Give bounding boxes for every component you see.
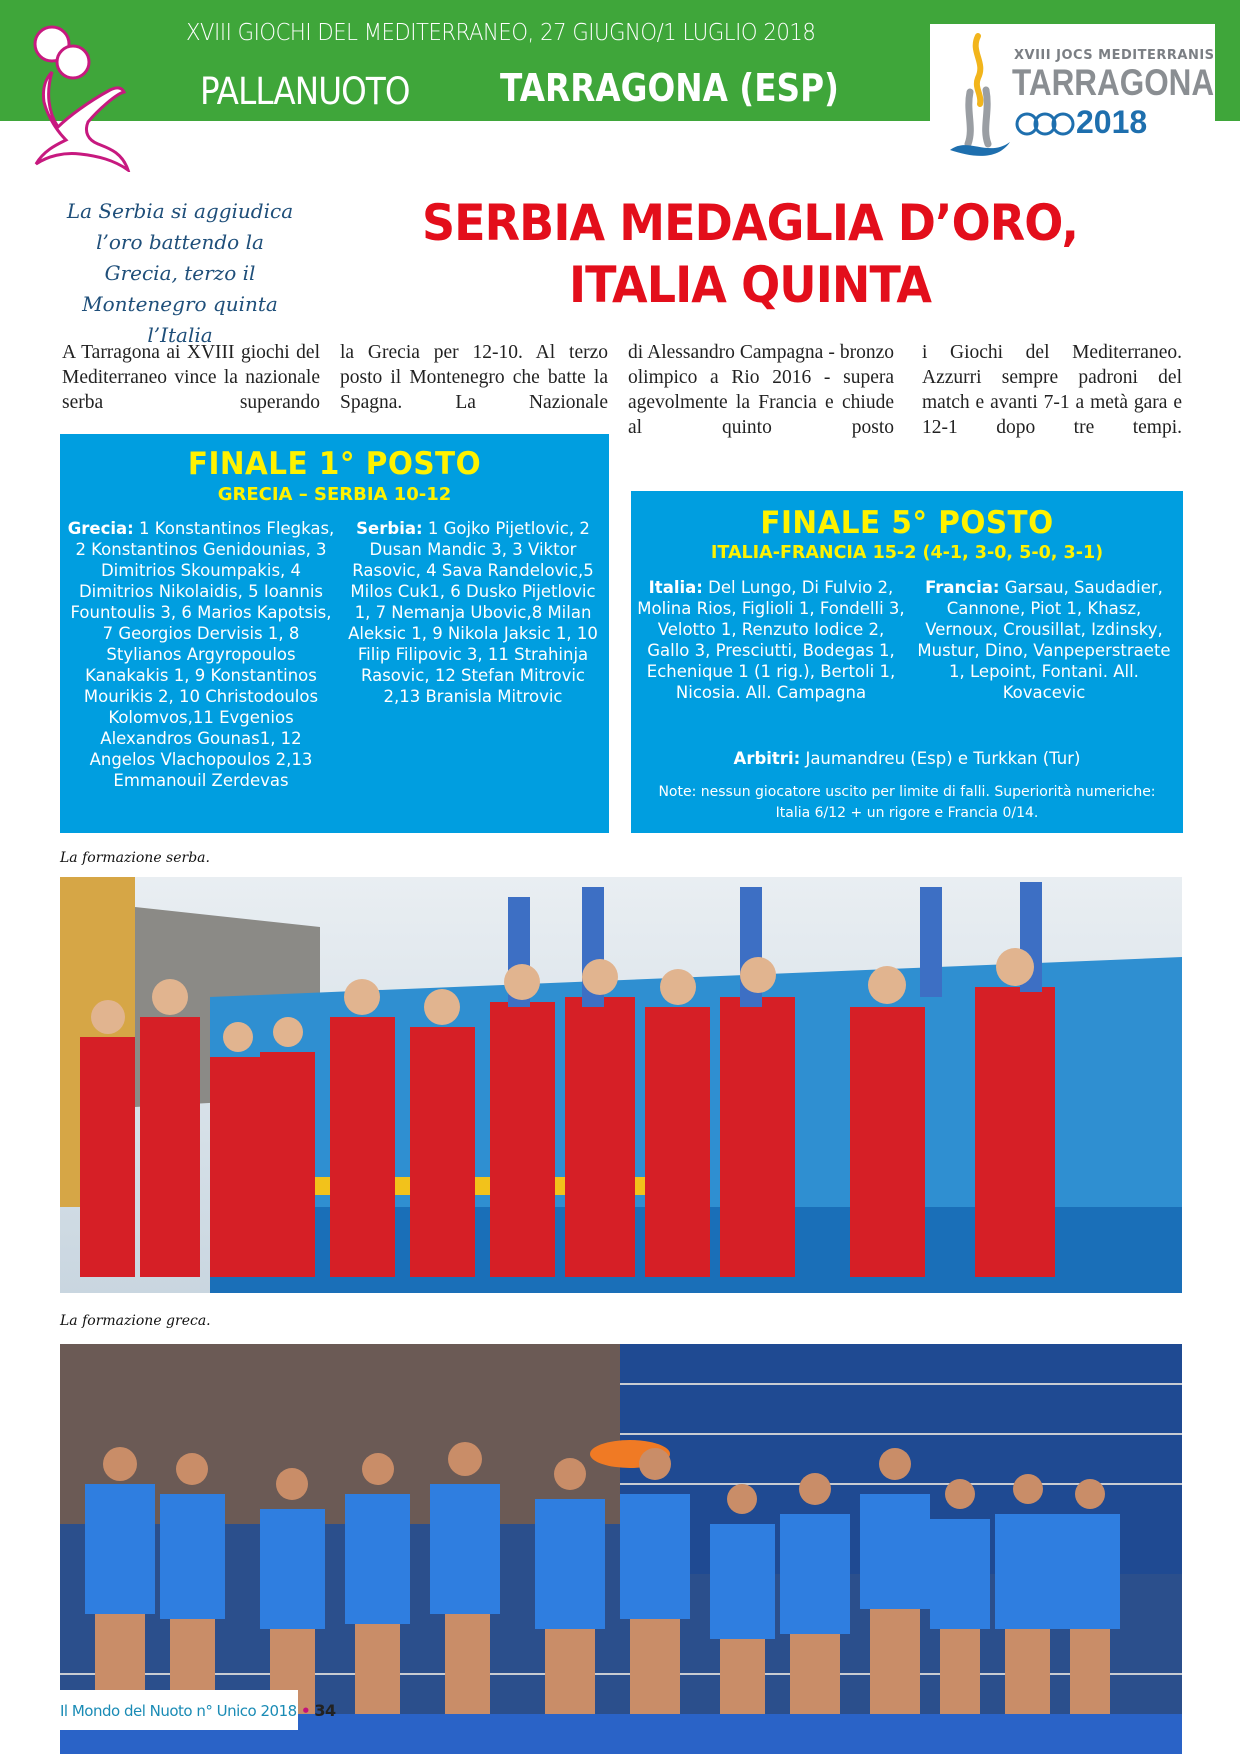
serbian-team-photo	[60, 877, 1182, 1293]
article-column-2: la Grecia per 12-10. Al terzo posto il Montenegro che batte la Spagna. La Nazionale	[340, 342, 608, 413]
team-label: Italia:	[648, 578, 703, 597]
referees-label: Arbitri:	[733, 749, 801, 768]
games-logo-year: 2018	[1076, 104, 1148, 140]
flame-icon	[948, 32, 1012, 160]
roster-serbia	[342, 518, 604, 707]
water-polo-player-icon	[18, 22, 133, 172]
page-number: 34	[314, 1701, 336, 1720]
article-column-1: A Tarragona ai XVIII giochi del Mediterraneo vince la nazionale serba superando	[62, 342, 320, 413]
referees	[631, 749, 1183, 768]
photo-caption: La formazione serba.	[60, 850, 210, 866]
article-title-line2: ITALIA QUINTA	[568, 256, 932, 314]
games-logo	[944, 26, 1215, 166]
team-label: Serbia:	[356, 519, 423, 538]
sport-name: PALLANUOTO	[200, 70, 410, 113]
referees-names: Jaumandreu (Esp) e Turkkan (Tur)	[805, 749, 1081, 768]
roster-italy	[637, 577, 905, 703]
box-title: FINALE 5° POSTO	[760, 505, 1054, 541]
team-players: 1 Konstantinos Flegkas, 2 Konstantinos Genidounias, 3 Dimitrios Skoumpakis, 4 Dimitrios Nikolaidis, 5 Ioannis Fountoulis 3, 6 Marios Kapotsis, 7 Georgios Dervisis 1, 8 Stylianos Argyropoulos Kanakakis 1, 9 Konstantinos Mourikis 2, 10 Christodoulos Kolomvos,11 Evgenios Alexandros Gounas1, 12 Angelos Vlachopoulos 2,13 Emmanouil Zerdevas	[70, 519, 335, 790]
venue-name: TARRAGONA (ESP)	[500, 66, 839, 110]
team-label: Francia:	[925, 578, 1000, 597]
footer-separator: •	[300, 1702, 311, 1720]
event-line: XVIII GIOCHI DEL MEDITERRANEO, 27 GIUGNO/1 LUGLIO 2018	[186, 20, 816, 46]
article-title-line1: SERBIA MEDAGLIA D’ORO,	[421, 194, 1079, 252]
box-title: FINALE 1° POSTO	[187, 446, 482, 482]
header-band-edge	[1215, 0, 1240, 121]
roster-greece	[66, 518, 336, 791]
roster-france	[911, 577, 1177, 703]
team-players: 1 Gojko Pijetlovic, 2 Dusan Mandic 3, 3 Viktor Rasovic, 4 Sava Randelovic,5 Milos Cuk1, 6 Dusko Pijetlovic 1, 7 Nemanja Ubovic,8 Milan Aleksic 1, 9 Nikola Jaksic 1, 10 Filip Filipovic 3, 11 Strahinja Rasovic, 12 Stefan Mitrovic 2,13 Branisla Mitrovic	[348, 519, 598, 706]
header-band-right	[930, 0, 1240, 24]
article-title	[336, 192, 1164, 316]
games-logo-line1: XVIII JOCS MEDITERRANIS	[1014, 48, 1215, 63]
match-score: ITALIA-FRANCIA 15-2 (4-1, 3-0, 5-0, 3-1)	[710, 543, 1104, 563]
publication-name: Il Mondo del Nuoto n° Unico 2018	[60, 1702, 297, 1720]
match-note: Note: nessun giocatore uscito per limite di falli. Superiorità numeriche: Italia 6/12 + un rigore e Francia 0/14.	[658, 784, 1156, 821]
match-score: GRECIA – SERBIA 10-12	[217, 484, 452, 505]
team-label: Grecia:	[67, 519, 134, 538]
final-5th-place-box	[631, 491, 1183, 833]
article-column-3: di Alessandro Campagna - bronzo olimpico a Rio 2016 - supera agevolmente la Francia e chiude al quinto posto	[628, 342, 894, 438]
page-footer	[40, 1690, 336, 1730]
rings-icon	[1014, 110, 1076, 138]
team-players: Garsau, Saudadier, Cannone, Piot 1, Khasz, Vernoux, Crousillat, Izdinsky, Mustur, Dino, Vanpeperstraete 1, Lepoint, Fontani. All. Kovacevic	[917, 578, 1171, 702]
footer-text	[60, 1701, 336, 1720]
team-players: Del Lungo, Di Fulvio 2, Molina Rios, Figlioli 1, Fondelli 3, Velotto 1, Renzuto Iodice 2, Gallo 3, Presciutti, Bodegas 1, Echenique 1 (1 rig.), Bertoli 1, Nicosia. All. Campagna	[637, 578, 905, 702]
photo-caption: La formazione greca.	[60, 1313, 211, 1329]
article-column-4: i Giochi del Mediterraneo. Azzurri sempre padroni del match e avanti 7-1 a metà gara e 12-1 dopo tre tempi.	[922, 342, 1182, 438]
final-1st-place-box	[60, 434, 609, 833]
article-deck: La Serbia si aggiudica l’oro battendo la Grecia, terzo il Montenegro quinta l’Italia	[66, 199, 294, 347]
games-logo-line2: TARRAGONA	[1012, 62, 1215, 103]
